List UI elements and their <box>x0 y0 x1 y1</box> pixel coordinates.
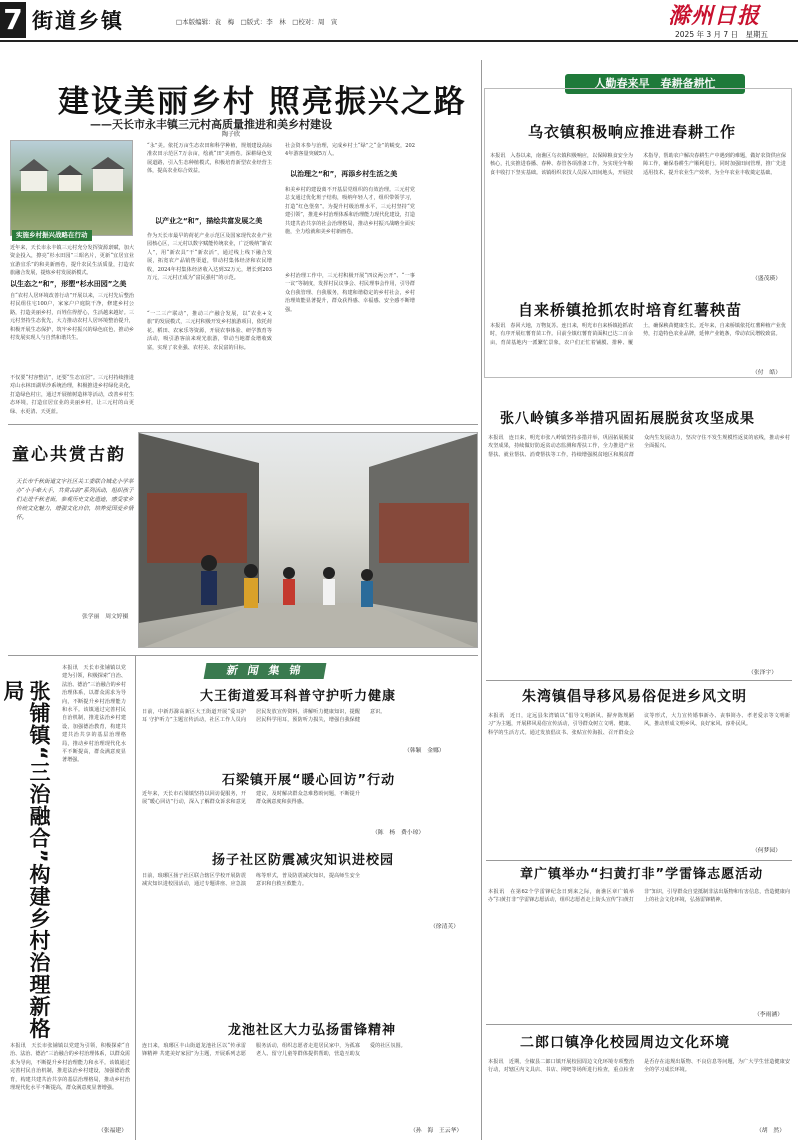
lead-col2: “永”美。依托万亩生态农田和科学种植，规划建设高标准农田示范区7万余亩，绘就“田”美画卷。深耕绿色发展道路，引入生态种植模式，积极培育新型农业经营主体，提高农业综合效益。 <box>147 143 272 175</box>
lead-col2b: 作为天长市最早的荷花产业示范区及国家现代农业产业园核心区，三元村以数字赋能传统农业，广泛吸纳“新农人”，用“新农具”干“新农活”，通过线上线下融合发展，拓宽农产品销售渠道，带动村集体经济和农民增收，2024年村集体经济收入达到32万元，增长到203万元，三元村正成为“富民强村”的示范。 <box>147 233 272 282</box>
childhood-body: 天长市千秋街道文宇社区关工委联合城北小学举办“小手牵大手，共赏古韵”系列活动，组织孩子们走进千秋老街，参观历史文化遗迹，感受家乡传统文化魅力，增强文化自信，培养爱国爱乡情怀。 <box>16 479 134 521</box>
erlang-author: （胡 然） <box>756 1128 785 1134</box>
longchi-author: （孙 海 王云华） <box>410 1128 463 1134</box>
lead-sub2: 以产业之“和”，描绘共富发展之美 <box>155 217 263 225</box>
lead-sub3: 以治理之“和”，再添乡村生活之美 <box>290 170 398 178</box>
shiliang-title: 石梁镇开展“暖心回访”行动 <box>222 773 396 788</box>
wuqi-author: （盛茂瑛） <box>752 276 781 282</box>
longchi-title: 龙池社区大力弘扬雷锋精神 <box>228 1023 397 1038</box>
lead-col1c: 不仅要“村容整洁”，还要“生态宜居”。三元村持续推进对山水林田湖草沙系统治理，积极推进乡村绿化美化，打造绿色村庄，通过开展植树造林等活动，改善乡村生态环境，打造宜居宜业的美丽乡村，让三元村的山更绿、水更清、天更蓝。 <box>10 375 134 415</box>
section-title: 街道乡镇 <box>32 9 124 33</box>
ziqiao-author: （付 皓） <box>752 370 781 376</box>
lead-author: 陶子欣 <box>222 131 241 138</box>
issue-date: 2025 年 3 月 7 日 星期五 <box>675 30 769 39</box>
erlang-body: 本报讯 近期，全椒县二郎口镇开展校园周边文化环境专项整治行动，对辖区内文具店、书店、网吧等场所进行检查，重点检查是否存在违规出版物、不良信息等问题，为广大学生营造健康安全的学习成长环境。 <box>488 1059 790 1074</box>
wuqi-title: 乌衣镇积极响应推进春耕工作 <box>528 123 737 141</box>
wuqi-body: 本报讯 入春以来，南谯区乌衣镇积极响应，以保障粮食安全为核心，扎实推进春播、春种、春管各项准备工作，为实现全年粮食丰收打下坚实基础。该镇组织农技人员深入田间地头，开展技术指导，帮助农户解决春耕生产中遇到的难题，做好农资供应保障工作，确保春耕生产顺利进行。同时加强田间管理，推广先进适用技术，提升农业生产效率，为全年农业丰收奠定基础。 <box>490 153 786 176</box>
childhood-title: 童心共赏古韵 <box>12 445 126 465</box>
masthead-rule <box>0 40 798 42</box>
lead-subhead: ——天长市永丰镇三元村高质量推进和美乡村建设 <box>90 118 332 131</box>
erlang-title: 二郎口镇净化校园周边文化环境 <box>520 1035 730 1051</box>
zhangpu-title: 张铺镇“三治融合”构建乡村治理新格局 <box>1 680 51 1040</box>
lead-headline: 建设美丽乡村 照亮振兴之路 <box>58 84 467 120</box>
divider-zhangpu <box>8 655 478 656</box>
zhangpu-author: （张福建） <box>98 1128 127 1134</box>
lead-sub1: 以生态之“和”，形塑“杉水田园”之美 <box>10 280 127 288</box>
shiliang-author: （陈 杨 费小琼） <box>372 830 425 836</box>
childhood-photo-scene <box>139 433 478 648</box>
childhood-author: 张学丽 周文婷摄 <box>82 614 129 620</box>
yangzi-author: （徐清芙） <box>430 924 459 930</box>
zhangpu-body: 本报讯 天长市张铺镇以党建为引领，积极探索“自治、法治、德治”三治融合的乡村治理体系，以群众需求为导向，不断提升乡村治理能力和水平。该镇通过完善村民自治机制，推进法治乡村建设，加强德治教育，构建共建共治共享的基层治理格局，推动乡村治理现代化水平不断提高，群众满意度显著增强。 <box>62 665 126 764</box>
editors-line: □本版编辑：袁 梅 □版式：李 林 □校对：周 寅 <box>176 18 338 26</box>
yangzi-body: 日前，琅琊区扬子社区联合辖区学校开展防震减灾知识进校园活动，通过专题讲座、应急演练等形式，普及防震减灾知识，提高师生安全意识和自救互救能力。 <box>142 873 360 888</box>
divider-vertical-left <box>135 656 136 1140</box>
childhood-photo <box>138 432 478 648</box>
zhangfu-body: 本报讯 在第62个学雷锋纪念日到来之际，南谯区章广镇举办“扫黄打非”学雷锋志愿活动，组织志愿者走上街头宣传“扫黄打非”知识，引导群众自觉抵制非法出版物和有害信息，营造健康向上的社会文化环境，弘扬雷锋精神。 <box>488 889 790 904</box>
lead-col3b: 和美乡村的建设离不开基层党组织的有效治理。三元村党总支通过优化班子结构，吸纳年轻人才，组织带领学习，打造“红色堡垒”。为提升村级治理水平，三元村坚持“党建引领”，推进乡村治理体系和治理能力现代化建设，打造共建共治共享的社会治理格局，推动乡村振兴战略全面实施，全力绘就和美乡村新画卷。 <box>285 187 415 236</box>
divider-lead <box>8 424 478 425</box>
divider-zhangfu <box>486 860 792 861</box>
dawang-title: 大王街道爱耳科普守护听力健康 <box>200 689 397 704</box>
divider-erlang <box>486 1024 792 1025</box>
zhangba-body: 本报讯 连日来，明光市张八岭镇坚持多措并举，巩固拓展脱贫攻坚成果，持续做好防返贫动态监测和帮扶工作，全力推进产业帮扶、就业帮扶、消费帮扶等工作，持续增强脱贫地区和脱贫群众内生发展动力，坚决守住不发生规模性返贫的底线，推动乡村全面振兴。 <box>488 435 790 458</box>
ziqiao-title: 自来桥镇抢抓农时培育红薯秧苗 <box>518 301 743 319</box>
dawang-body: 日前，中新苏滁高新区大王街道开展“爱耳护耳 守护听力”主题宣传活动，社区工作人员向居民发放宣传资料，讲解听力健康知识，提醒居民科学用耳，预防听力损失，增强自我保健意识。 <box>142 709 386 724</box>
lead-col2c: “一二三产联动”，推动三产融合发展，以“农业+文旅”的发展模式，三元村积极开发乡村旅游项目，依托荷花、稻田、农家乐等资源，开展农事体验、研学教育等活动，吸引游客前来观光旅游，带动当地群众增收致富，实现了农业强、农村美、农民富的目标。 <box>147 311 272 351</box>
lead-col1b: 自“农村人居环境改善行动”开展以来，三元村先后整治村民组住宅100户，家家户户庭院干净，修建乡村公路，打造美丽乡村，百姓住得舒心，生活越来越好。三元村坚持生态优先，大力推动农村人居环境整治提升，积极开展生态保护，筑牢乡村振兴的绿色底色，推动乡村发展实现人与自然和谐共生。 <box>10 293 134 342</box>
zhangpu-body-cont: 本报讯 天长市张铺镇以党建为引领，积极探索“自治、法治、德治”三治融合的乡村治理体系，以群众需求为导向，不断提升乡村治理能力和水平。该镇通过完善村民自治机制，推进法治乡村建设，加强德治教育，构建共建共治共享的基层治理格局，推动乡村治理现代化水平不断提高，群众满意度显著增强。 <box>10 1043 130 1092</box>
zhangba-author: （张泽宇） <box>748 670 777 676</box>
zhuwan-body: 本报讯 近日，定远县朱湾镇以“倡导文明新风、摒弃陈规陋习”为主题，开展移风易俗宣传活动，引导群众树立文明、健康、科学的生活方式。通过发放倡议书、张贴宣传海报、召开群众会议等形式，大力宣传婚事新办、丧事简办、孝老爱亲等文明新风，推动形成文明乡风、良好家风、淳朴民风。 <box>488 713 790 736</box>
dawang-author: （韩颖 金娜） <box>404 748 445 754</box>
divider-zhuwan <box>486 680 792 681</box>
shiliang-body: 近年来，天长市石梁镇坚持以回访促服务，开展“暖心回访”行动，深入了解群众诉求和意见建议，及时解决群众急难愁盼问题，不断提升群众满意度和获得感。 <box>142 791 360 806</box>
paper-logo: 滁州日报 <box>668 3 761 29</box>
spring-banner: 人勤春来早 春耕备耕忙 <box>565 74 745 94</box>
zhuwan-author: （何梦园） <box>752 848 781 854</box>
lead-col3: 社会资本参与治理，完成乡村土“绿”之“金”的蜕变，2024年游客量突破5万人。 <box>285 143 415 158</box>
lead-col1: 近年来，天长市永丰镇三元村充分发挥资源禀赋，加大资金投入，擦亮“杉水田园”三昭名片，更新“宜居宜业宜游宜乐”的和美新画卷，提升农民生活质量，打造农旅融合发展，提炼乡村发展新模式。 <box>10 245 134 276</box>
news-digest-tag: 新 闻 集 锦 <box>204 663 327 679</box>
zhangfu-title: 章广镇举办“扫黄打非”学雷锋志愿活动 <box>520 867 764 882</box>
ziqiao-body: 本报讯 春回大地，万物复苏。连日来，明光市自来桥镇抢抓农时，有序开展红薯育苗工作。目前全镇红薯育苗面积已达二百余亩，育苗基地内一派繁忙景象，农户们正忙着铺膜、排种、覆土，确保秧苗健康生长。近年来，自来桥镇依托红薯种植产业优势，打造特色农业品牌，延伸产业链条，带动农民增收致富。 <box>490 323 786 346</box>
lead-photo-caption: 实施乡村振兴战略在行动 <box>12 230 92 241</box>
lead-photo-scene <box>11 141 133 236</box>
yangzi-title: 扬子社区防震减灾知识进校园 <box>212 853 395 868</box>
zhuwan-title: 朱湾镇倡导移风易俗促进乡风文明 <box>522 689 747 705</box>
zhangba-title: 张八岭镇多举措巩固拓展脱贫攻坚成果 <box>500 411 755 427</box>
divider-vertical-center <box>481 60 482 1140</box>
zhangfu-author: （李雨涵） <box>754 1012 783 1018</box>
lead-photo <box>10 140 133 236</box>
longchi-body: 连日来，琅琊区丰山街道龙池社区以“传承雷锋精神 共建美好家园”为主题，开展系列志愿服务活动，组织志愿者走进居民家中，为孤寡老人、留守儿童等群体提供帮助，营造互助友爱的社区氛围。 <box>142 1043 406 1058</box>
page-number: 7 <box>0 2 26 38</box>
lead-col3c: 乡村治理工作中，三元村积极开展“四议两公开”、“一事一议”等制度，发挥村民议事会、村民理事会作用，引导群众自我管理、自我服务，构建和谐稳定的乡村社会，乡村治理效能显著提升，群众获得感、幸福感、安全感不断增强。 <box>285 273 415 313</box>
